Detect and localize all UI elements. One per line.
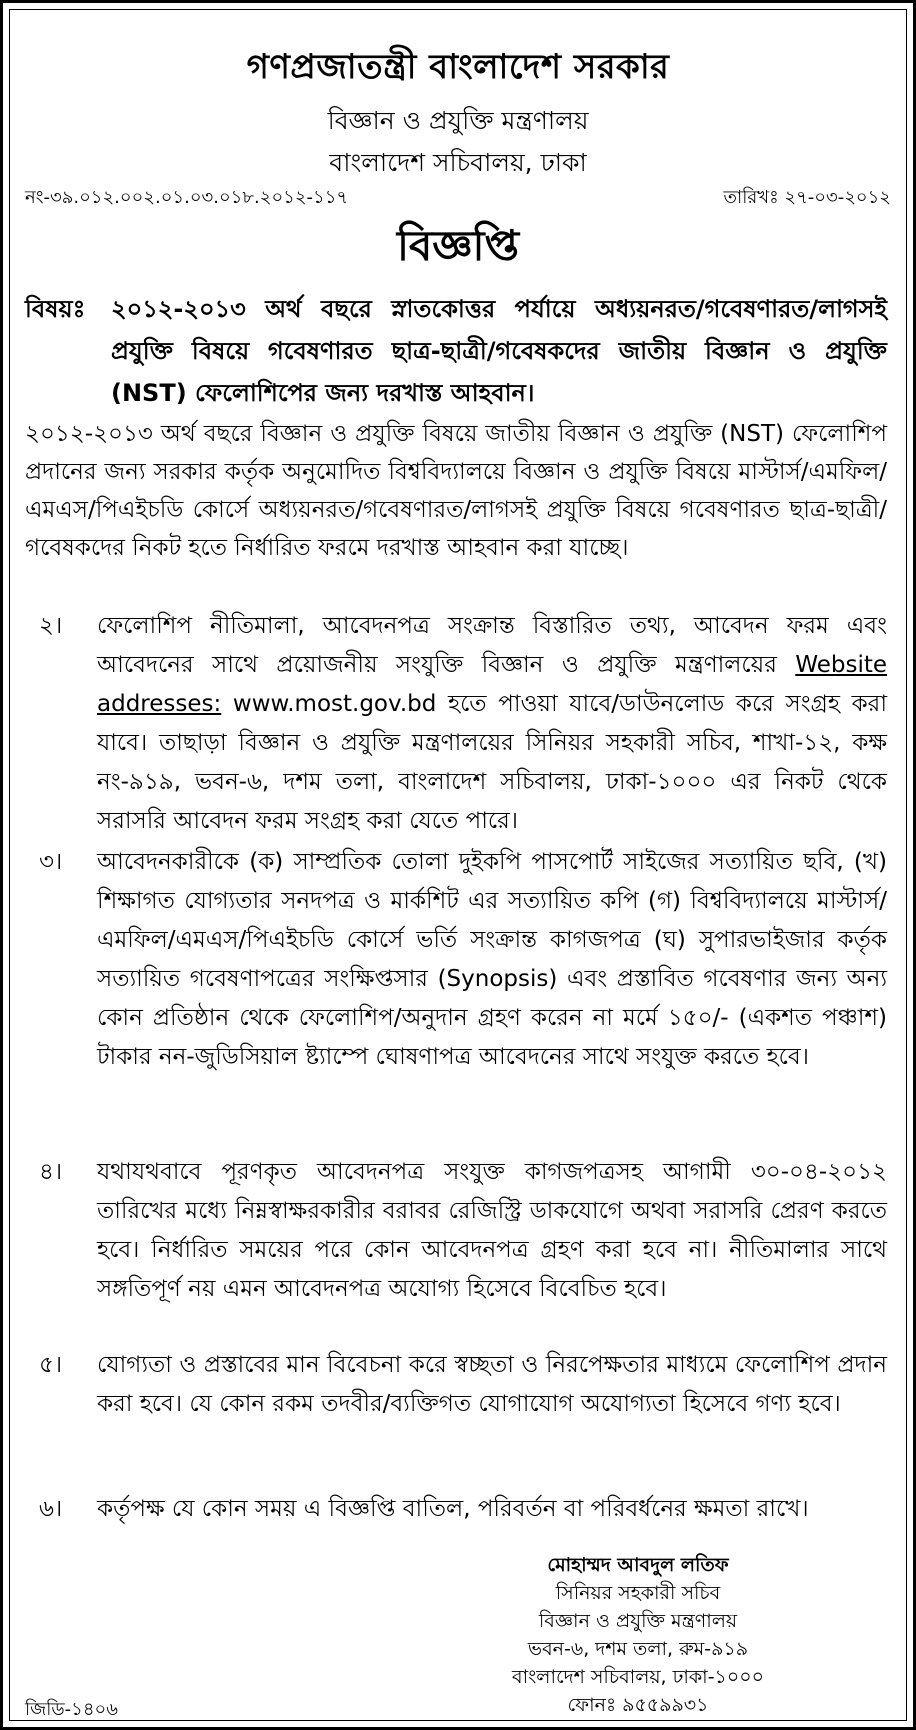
subject-block [25,288,887,414]
item-text: যথাযথবাবে পূরণকৃত আবেদনপত্র সংযুক্ত কাগজপত্রসহ আগামী ৩০-০৪-২০১২ তারিখের মধ্যে নিম্নস্বাক্ষরকারীর বরাবর রেজিস্ট্রি ডাকযোগে অথবা সরাসরি প্রেরণ করতে হবে। নির্ধারিত সময়ের পরে কোন আবেদনপত্র গ্রহণ করা হবে না। নীতিমালার সাথে সঙ্গতিপূর্ণ নয় এমন আবেদনপত্র অযোগ্য হিসেবে বিবেচিত হবে। [97,1159,887,1302]
gd-number: জিডি-১৪০৬ [25,1699,118,1720]
signatory-name: মোহাম্মদ আবদুল লতিফ [547,1554,729,1576]
signatory-address: বাংলাদেশ সচিবালয়, ঢাকা-১০০০ [512,1666,764,1688]
item-text: যোগ্যতা ও প্রস্তাবের মান বিবেচনা করে স্বচ্ছতা ও নিরপেক্ষতার মাধ্যমে ফেলোশিপ প্রদান করা হবে। যে কোন রকম তদবীর/ব্যক্তিগত যোগাযোগ অযোগ্যতা হিসেবে গণ্য হবে। [97,1352,887,1417]
item-text [97,607,887,841]
item-text-before: ফেলোশিপ নীতিমালা, আবেদনপত্র সংক্রান্ত বিস্তারিত তথ্য, আবেদন ফরম এবং আবেদনের সাথে প্রয়োজনীয় সংযুক্তি বিজ্ঞান ও প্রযুক্তি মন্ত্রণালয়ের [97,613,887,678]
item-text: আবেদনকারীকে (ক) সাম্প্রতিক তোলা দুইকপি পাসপোর্ট সাইজের সত্যায়িত ছবি, (খ) শিক্ষাগত যোগ্যতার সনদপত্র ও মার্কশিট এর সত্যায়িত কপি (গ) বিশ্ববিদ্যালয়ে মাস্টার্স/এমফিল/এমএস/পিএইচডি কোর্সে ভর্তি সংক্রান্ত কাগজপত্র (ঘ) সুপারভাইজার কর্তৃক সত্যায়িত গবেষণাপত্রের সংক্ষিপ্তসার (Synopsis) এবং প্রস্তাবিত গবেষণার জন্য অন্য কোন প্রতিষ্ঠান থেকে ফেলোশিপ/অনুদান গ্রহণ করেন না মর্মে ১৫০/- (একশত পঞ্চাশ) টাকার নন-জুডিসিয়াল ষ্ট্যাম্পে ঘোষণাপত্র আবেদনের সাথে সংযুক্ত করতে হবে। [97,849,887,1070]
signature-block [473,1551,803,1719]
memo-number: নং-৩৯.০১২.০০২.০১.০৩.০১৮.২০১২-১১৭ [25,187,349,208]
item-number: ২। [39,613,63,639]
memo-date: তারিখঃ ২৭-০৩-২০১২ [723,187,891,208]
item-text-after: www.most.gov.bd হতে পাওয়া যাবে/ডাউনলোড করে সংগ্রহ করা যাবে। তাছাড়া বিজ্ঞান ও প্রযুক্তি মন্ত্রণালয়ের সিনিয়র সহকারী সচিব, শাখা-১২, কক্ষ নং-৯১৯, ভবন-৬, দশম তলা, বাংলাদেশ সচিবালয়, ঢাকা-১০০০ এর নিকট থেকে সরাসরি আবেদন ফরম সংগ্রহ করা যেতে পারে। [97,691,887,834]
intro-paragraph: ২০১২-২০১৩ অর্থ বছরে বিজ্ঞান ও প্রযুক্তি বিষয়ে জাতীয় বিজ্ঞান ও প্রযুক্তি (NST) ফেলোশিপ প্রদানের জন্য সরকার কর্তৃক অনুমোদিত বিশ্ববিদ্যালয়ে বিজ্ঞান ও প্রযুক্তি বিষয়ে মাস্টার্স/এমফিল/এমএস/পিএইচডি কোর্সে অধ্যয়নরত/গবেষণারত/লাগসই প্রযুক্তি বিষয়ে গবেষণারত ছাত্র-ছাত্রী/গবেষকদের নিকট হতে নির্ধারিত ফরমে দরখাস্ত আহবান করা যাচ্ছে। [25,421,887,561]
signatory-designation: সিনিয়র সহকারী সচিব [555,1582,721,1604]
website-link[interactable]: Website addresses: [97,652,887,717]
signatory-room: ভবন-৬, দশম তলা, রুম-৯১৯ [527,1638,749,1660]
item-text: কর্তৃপক্ষ যে কোন সময় এ বিজ্ঞপ্তি বাতিল, পরিবর্তন বা পরিবর্ধনের ক্ষমতা রাখে। [97,1496,809,1522]
item-number: ৪। [39,1159,63,1185]
item-number: ৩। [39,849,63,875]
subject-text: ২০১২-২০১৩ অর্থ বছরে স্নাতকোত্তর পর্যায়ে অধ্যয়নরত/গবেষণারত/লাগসই প্রযুক্তি বিষয়ে গবেষণারত ছাত্র-ছাত্রী/গবেষকদের জাতীয় বিজ্ঞান ও প্রযুক্তি (NST) ফেলোশিপের জন্য দরখাস্ত আহবান। [111,295,887,407]
subject-label: বিষয়ঃ [25,295,86,323]
government-title: গণপ্রজাতন্ত্রী বাংলাদেশ সরকার [246,47,670,87]
item-2 [25,607,887,841]
item-6 [25,1490,887,1529]
item-3 [25,843,887,1077]
signatory-ministry: বিজ্ঞান ও প্রযুক্তি মন্ত্রণালয় [538,1610,738,1632]
ministry-name: বিজ্ঞান ও প্রযুক্তি মন্ত্রণালয় [327,106,589,135]
item-5 [25,1346,887,1424]
item-number: ৫। [39,1352,63,1378]
notice-title: বিজ্ঞপ্তি [396,221,520,270]
item-4 [25,1153,887,1309]
office-location: বাংলাদেশ সচিবালয়, ঢাকা [329,148,587,177]
signatory-phone: ফোনঃ ৯৫৫৯৯৩১ [567,1694,709,1716]
item-number: ৬। [39,1496,63,1522]
